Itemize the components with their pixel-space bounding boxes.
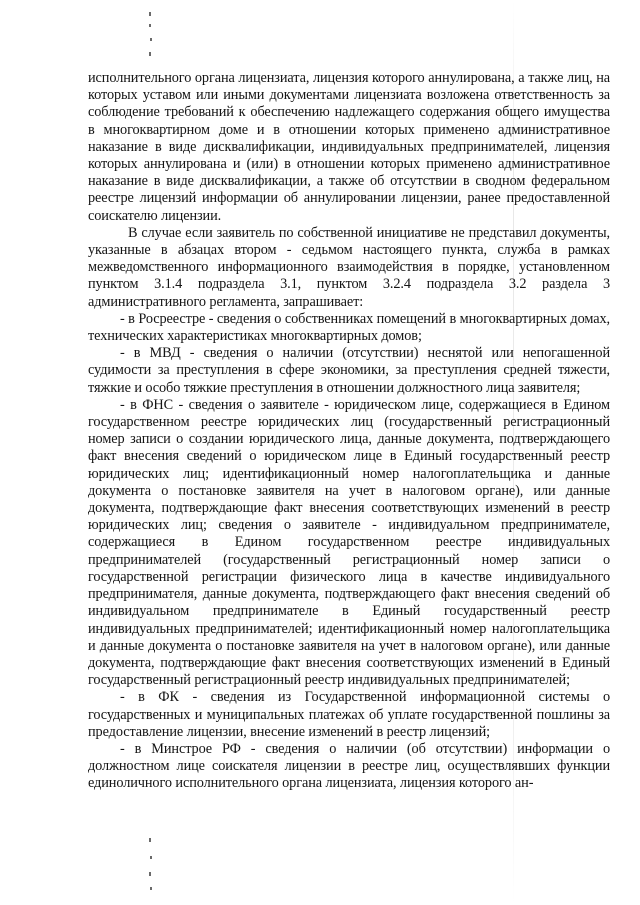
scan-artifact-top xyxy=(149,12,151,16)
scan-artifact-bottom xyxy=(150,887,152,890)
scan-artifact-bottom xyxy=(149,872,151,876)
scan-artifact-bottom xyxy=(150,856,152,859)
paragraph-continuation: исполнительного органа лицензиата, лицензия которого аннулирована, а также лиц, на которых уставом или иными документами лицензиата возложена ответственность за соблюдение требований к обеспечению надлежащего содержания общего имущества в многоквартирном доме и в отношении которых применено административное наказание в виде дисквалификации, индивидуальных предпринимателей, лицензия которых аннулирована и (или) в отношении которых применено административное наказание в виде дисквалификации, а также об отсутствии в сводном федеральном реестре лицензий информации об аннулировании лицензии, ранее предоставленной соискателю лицензии. xyxy=(88,70,610,224)
scan-artifact-top xyxy=(149,24,151,27)
list-item-mvd: - в МВД - сведения о наличии (отсутствии) неснятой или непогашенной судимости за преступления в сфере экономики, за преступления средней тяжести, тяжкие и особо тяжкие преступления в отношении должностного лица заявителя; xyxy=(88,345,610,396)
scan-artifact-top xyxy=(150,38,152,41)
document-body xyxy=(88,70,610,793)
list-item-fk: - в ФК - сведения из Государственной информационной системы о государственных и муниципальных платежах об уплате государственной пошлины за предоставление лицензии, внесение изменений в реестр лицензий; xyxy=(88,689,610,740)
paragraph-request-intro: В случае если заявитель по собственной инициативе не представил документы, указанные в абзацах втором - седьмом настоящего пункта, служба в рамках межведомственного информационного взаимодействия в порядке, установленном пунктом 3.1.4 подраздела 3.1, пунктом 3.2.4 подраздела 3.2 раздела 3 административного регламента, запрашивает: xyxy=(88,224,610,310)
list-item-minstroy: - в Минстрое РФ - сведения о наличии (об отсутствии) информации о должностном лице соискателя лицензии в реестре лиц, осуществлявших функции единоличного исполнительного органа лицензиата, лицензия которого ан- xyxy=(88,740,610,792)
list-item-fns: - в ФНС - сведения о заявителе - юридическом лице, содержащиеся в Едином государственном реестре юридических лиц (государственный регистрационный номер записи о создании юридического лица, данные документа, подтверждающего факт внесения сведений о юридическом лице в Единый государственный реестр юридических лиц; идентификационный номер налогоплательщика и данные документа о постановке заявителя на учет в налоговом органе), или данные документа, подтверждающие факт внесения соответствующих изменений в реестр юридических лиц; сведения о заявителе - индивидуальном предпринимателе, содержащиеся в Едином государственном реестре индивидуальных предпринимателей (государственный регистрационный номер записи о государственной регистрации физического лица в качестве индивидуального предпринимателя, данные документа, подтверждающего факт внесения сведений об индивидуальном предпринимателе в Единый государственный реестр индивидуальных предпринимателей; идентификационный номер налогоплательщика и данные документа о постановке заявителя на учет в налоговом органе), или данные документа, подтверждающие факт внесения соответствующих изменений в Единый государственный регистрационный реестр индивидуальных предпринимателей; xyxy=(88,396,610,689)
list-item-rosreestr: - в Росреестре - сведения о собственниках помещений в многоквартирных домах, технических характеристиках многоквартирных домов; xyxy=(88,310,610,345)
scan-artifact-bottom xyxy=(149,838,151,842)
scan-artifact-top xyxy=(149,52,151,56)
